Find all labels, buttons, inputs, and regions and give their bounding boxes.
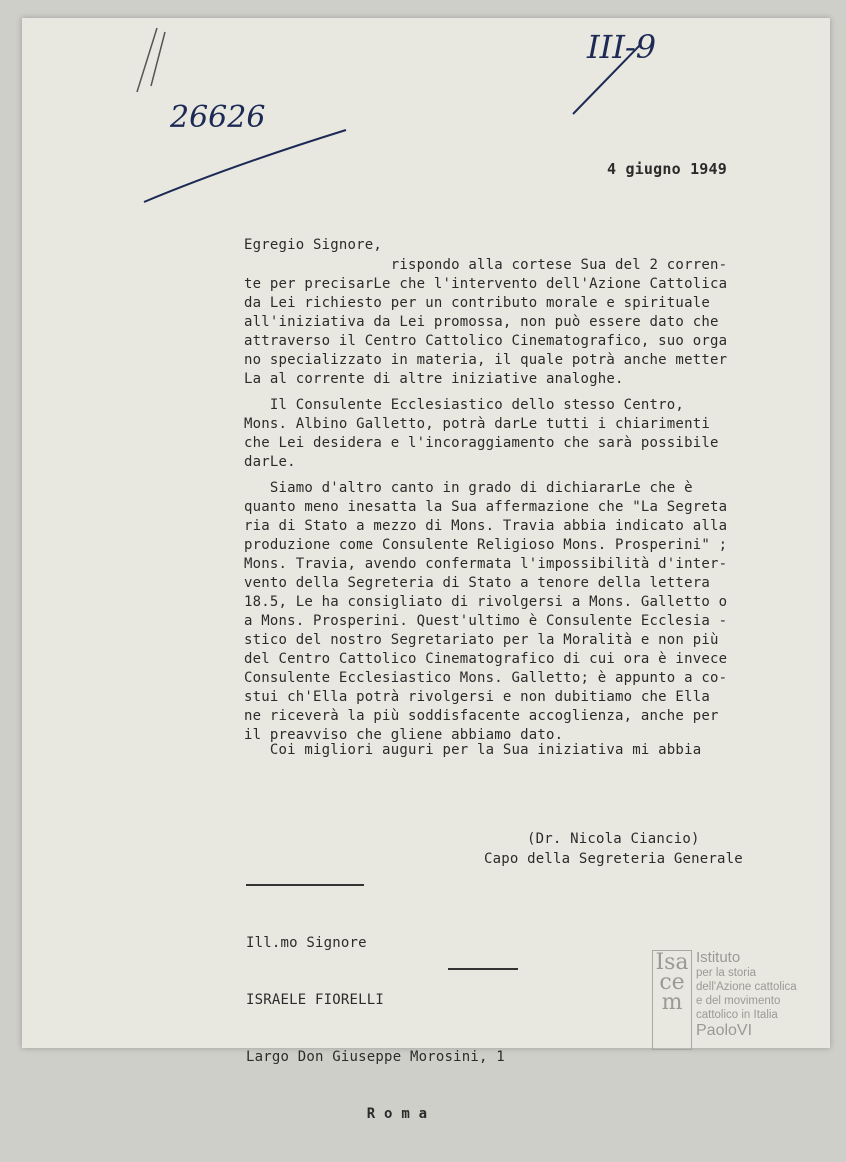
paragraph-3: Siamo d'altro canto in grado di dichiararLe che è quanto meno inesatta la Sua affermazione che "La Segreta ria di Stato a mezzo di Mons. Travia abbia indicato alla produzione come Consulente Religioso Mons. Prosperini" ; Mons. Travia, avendo confermata l'impossibilità d'inter- vento della Segreteria di Stato a tenore della lettera 18.5, Le ha consigliato di rivolgersi a Mons. Galletto o a Mons. Prosperini. Quest'ultimo è Consulente Ecclesia - stico del nostro Segretariato per la Moralità e non più del Centro Cattolico Cinematografico di cui ora è invece Consulente Ecclesiastico Mons. Galletto; è appunto a co- stui ch'Ella potrà rivolgersi e non dubitiamo che Ella ne riceverà la più soddisfacente accoglienza, anche per il preavviso che gliene abbiamo dato. [244, 480, 728, 743]
handwritten-top-mark: III-9 [587, 28, 657, 66]
salutation: Egregio Signore, [244, 237, 383, 253]
address-line-4: R o m a [246, 1106, 428, 1122]
letter-page [22, 18, 830, 1122]
handwritten-protocol-number: 26626 [170, 100, 266, 135]
watermark-line-3: dell'Azione cattolica [696, 981, 797, 993]
paragraph-2: Il Consulente Ecclesiastico dello stesso Centro, Mons. Albino Galletto, potrà darLe tutti i chiarimenti che Lei desidera e l'incoraggiamento che sarà possibile darLe. [244, 397, 719, 470]
watermark-line-6: PaoloVI [696, 1022, 753, 1039]
address-line-2: ISRAELE FIORELLI [246, 992, 385, 1008]
watermark-line-4: e del movimento [696, 995, 781, 1007]
watermark-text [696, 950, 797, 1040]
recipient-address [246, 896, 505, 1162]
signature-title: Capo della Segreteria Generale [484, 851, 743, 867]
watermark-line-5: cattolico in Italia [696, 1009, 778, 1021]
address-line-1: Ill.mo Signore [246, 935, 367, 951]
handwritten-slash-stroke [567, 38, 647, 118]
city-underline [448, 968, 518, 970]
letter-date: 4 giugno 1949 [607, 160, 727, 178]
watermark-line-2: per la storia [696, 967, 757, 979]
address-line-3: Largo Don Giuseppe Morosini, 1 [246, 1049, 505, 1065]
paragraph-1: rispondo alla cortese Sua del 2 corren- te per precisarLe che l'intervento dell'Azione Cattolica da Lei richiesto per un contributo morale e spirituale all'iniziativa da Lei promossa, non può essere dato che attraverso il Centro Cattolico Cinematografico, suo orga no specializzato in materia, il quale potrà anche metter La al corrente di altre iniziative analoghe. [244, 257, 728, 387]
isacem-logo-mark: Isacem [652, 950, 692, 1050]
watermark-line-1: Istituto [696, 949, 741, 966]
address-separator-rule [246, 884, 364, 886]
archive-watermark [652, 950, 832, 1050]
closing-line: Coi migliori auguri per la Sua iniziativa mi abbia [244, 742, 702, 758]
handwritten-underline-stroke [140, 126, 350, 206]
signature-name: (Dr. Nicola Ciancio) [527, 831, 700, 847]
paper-scratch-mark [127, 26, 167, 96]
